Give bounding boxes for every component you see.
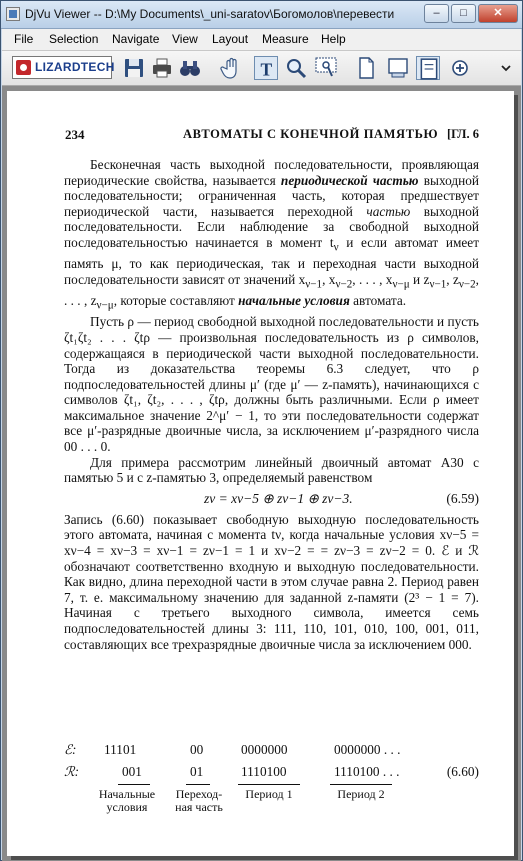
chapter-ref: [ГЛ. 6 [446, 127, 479, 141]
lizardtech-logo[interactable] [12, 56, 115, 79]
paragraph-2: Пусть ρ — период свободной выходной последовательности и пусть ζt₁ζt₂ . . . ζtρ — произвольная последовательность из ρ символов, содержащаяся в периодической части выходной последовательности. Тогда из доказательства теоремы 6.3 следует, что ρ подпоследовательностей длины μ′ (где μ′ — z-память), начинающихся с символов ζt₁, ζt₂, . . . , ζtρ, должны быть различными. Если ρ имеет максимальное значение 2^μ′ − 1, то эти последовательности содержат все μ′-разрядные двоичные числа, за исключением μ′-разрядного числа 00 . . . 0. [64, 314, 479, 455]
table-equation-number: (6.60) [446, 764, 479, 779]
minimize-button[interactable]: – [424, 4, 449, 23]
djvu-page [7, 91, 514, 856]
window-title: DjVu Viewer -- D:\My Documents\_uni-saratov\Богомолов\перевести [25, 7, 395, 21]
brace-transient [186, 780, 210, 785]
caption-period-2: Период 2 [337, 787, 385, 801]
chevron-down-icon[interactable] [494, 56, 512, 80]
page-body [64, 157, 479, 652]
menu-help[interactable]: Help [321, 32, 346, 46]
paragraph-4: Запись (6.60) показывает свободную выходную последовательность этого автомата, начиная с момента tν, когда начальные условия xν−5 = xν−4 = xν−3 = xν−1 = zν−1 = 1 и xν−2 = = zν−3 = zν−2 = 0. ℰ и ℛ обозначают соответственно входную и выходную последовательности. Как видно, длина переходной части в этом случае равна 2. Период равен 7, т. е. максимальному значению для заданной z-памяти (2³ − 1 = 7). Начиная с третьего выходного символа, имеется семь подпоследовательностей длины 3: 111, 110, 101, 010, 100, 001, 011, составляющих все трехразрядные двоичные числа за исключением 000. [64, 511, 479, 652]
caption-transient: Переход-ная часть [175, 787, 223, 814]
menu-bar [2, 29, 521, 51]
continuous-page-icon[interactable] [386, 56, 410, 80]
brace-period-1 [238, 780, 300, 785]
output-initial: 001 [122, 764, 142, 779]
zoom-icon[interactable] [284, 56, 308, 80]
text-select-icon[interactable] [254, 56, 278, 80]
menu-view[interactable]: View [172, 32, 198, 46]
menu-selection[interactable]: Selection [49, 32, 99, 46]
maximize-button[interactable]: □ [451, 4, 476, 23]
zoom-rect-icon[interactable] [314, 56, 338, 80]
output-transient: 01 [190, 764, 204, 779]
menu-layout[interactable]: Layout [212, 32, 249, 46]
input-initial: 11101 [104, 742, 137, 757]
logo-text: LIZARDTECH [35, 60, 115, 74]
menu-file[interactable]: File [14, 32, 34, 46]
running-title: АВТОМАТЫ С КОНЕЧНОЙ ПАМЯТЬЮ [183, 127, 439, 141]
page-number: 234 [65, 127, 85, 142]
sequence-table [64, 742, 479, 832]
binoculars-icon[interactable] [178, 56, 202, 80]
svg-text:T: T [260, 59, 273, 80]
document-view[interactable] [2, 86, 521, 861]
page-view-icon[interactable] [416, 56, 440, 80]
toolbar [2, 51, 521, 86]
caption-period-1: Период 1 [245, 787, 293, 801]
hand-icon[interactable] [220, 56, 244, 80]
app-icon [6, 7, 20, 21]
brace-period-2 [330, 780, 392, 785]
equation-6-59 [64, 486, 479, 512]
equation-number: (6.59) [446, 490, 479, 506]
input-period-2: 0000000 . . . [334, 742, 401, 757]
paragraph-1: Бесконечная часть выходной последовательности, проявляющая периодические свойства, называется периодической частью выходной последовательности; ограниченная часть, которая предшествует периодической части, называется переходной частью выходной последовательности. Если наблюдение за свободной выходной последовательностью начинается в момент $t_\nu$ и если автомат имеет память μ, то как периодическая, так и переходная части выходной последовательности зависят от значений $x_{\nu-1}$, $x_{\nu-2}$, . . . , $x_{\nu-\mu}$ и $z_{\nu-1}$, $z_{\nu-2}$, . . . , $z_{\nu-\mu}$, которые составляют начальные условия автомата. [64, 157, 480, 312]
running-header [65, 127, 479, 143]
title-bar[interactable] [1, 1, 522, 29]
print-icon[interactable] [150, 56, 174, 80]
zoom-in-icon[interactable] [448, 56, 472, 80]
menu-measure[interactable]: Measure [262, 32, 309, 46]
lizardtech-logo-icon [16, 60, 31, 75]
close-button[interactable]: ✕ [478, 4, 518, 23]
brace-initial [118, 780, 150, 785]
save-icon[interactable] [122, 56, 146, 80]
equation-formula: zν = xν−5 ⊕ zν−1 ⊕ zν−3. [204, 490, 353, 506]
input-period-1: 0000000 [241, 742, 288, 757]
single-page-icon[interactable] [354, 56, 378, 80]
paragraph-3: Для примера рассмотрим линейный двоичный автомат A30 с памятью 5 и с z-памятью 3, определяемый равенством [64, 454, 479, 486]
row-label-input: ℰ: [64, 742, 77, 757]
input-transient: 00 [190, 742, 204, 757]
output-period-1: 1110100 [241, 764, 287, 779]
caption-initial: Начальные условия [98, 787, 156, 814]
row-label-output: ℛ: [64, 764, 80, 779]
menu-navigate[interactable]: Navigate [112, 32, 160, 46]
output-period-2: 1110100 . . . [334, 764, 400, 779]
